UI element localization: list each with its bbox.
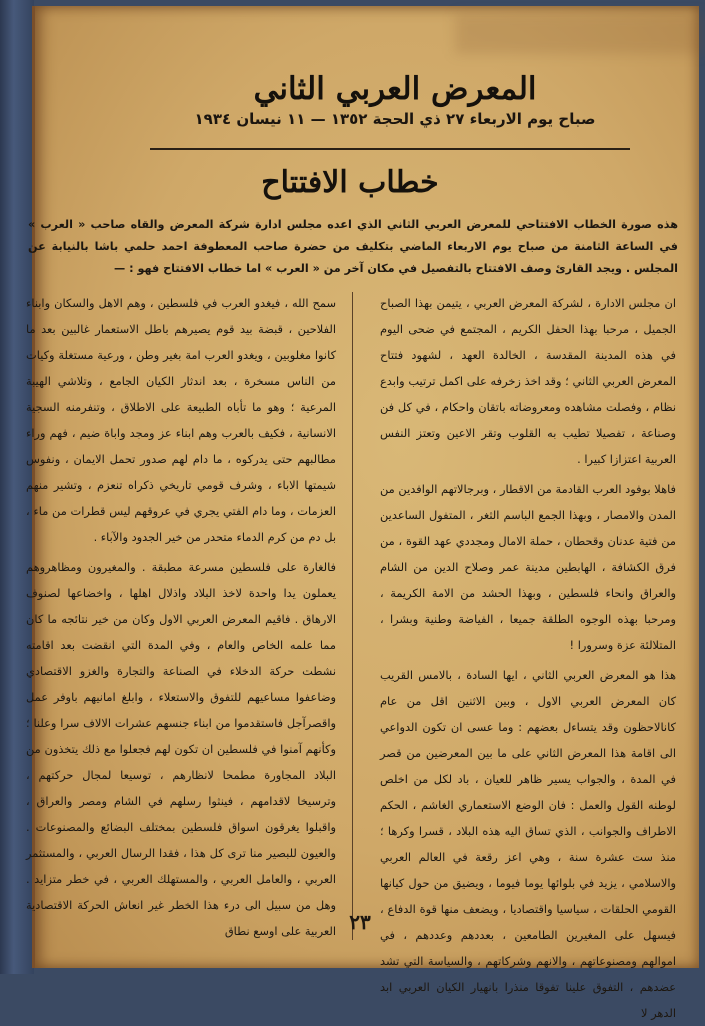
left-paragraph-2: فالغارة على فلسطين مسرعة مطبقة . والمغيرون ومظاهروهم يعملون يدا واحدة لاخذ البلاد واذلال اهلها ، واخضاعها لصنوف الارهاق . فاقيم المعرض العربي الاول وكان من خير نتائجه ما كان مما علمه الخاص والعام ، وفي المدة التي انقضت بعد اقامته نشطت حركة الدخلاء في الصناعة والتجارة والغزو الاقتصادي وضاعفوا مساعيهم للتفوق والاستعلاء ، وابلغ امانيهم باوفر عمل واقصرآجل فاستقدموا من ابناء جنسهم عشرات الالاف سرا وعلنا ؛ وكأنهم آمنوا في فلسطين ان تكون لهم فجعلوا مع ذلك يتخذون من البلاد المجاورة مطمحا لانظارهم ، توسيعا لمجال حركتهم ، وترسيخا لاقدامهم ، فينثوا رسلهم في الشام ومصر والعراق ، واقبلوا يغرقون اسواق فلسطين بمختلف البضائع والمصنوعات . والعيون للبصير منا ترى كل هذا ، فقدا الرسال العربي ، والمستثمر العربي ، والعامل العربي ، والمستهلك العربي ، في خطر متزايد . وهل من سبيل الى درء هذا الخطر غير انعاش الحركة الاقتصادية العربية على اوسع نطاق bbox=[26, 560, 336, 938]
header-rule bbox=[150, 148, 630, 150]
paper-stain bbox=[455, 14, 705, 54]
column-divider bbox=[352, 292, 353, 940]
intro-paragraph: هذه صورة الخطاب الافتتاحي للمعرض العربي الثاني الذي اعده مجلس ادارة شركة المعرض والقاه صاحب « العرب » في الساعة الثامنة من صباح يوم الاربعاء الماضي بتكليف من حضرة صاحب المعطوفة احمد حلمي باشا بالنيابة عن المجلس . ويجد القارئ وصف الافتتاح بالتفصيل في مكان آخر من « العرب » اما خطاب الافتتاح فهو : — bbox=[28, 218, 678, 275]
speech-title: خطاب الافتتاح bbox=[261, 165, 439, 200]
right-paragraph-1: ان مجلس الادارة ، لشركة المعرض العربي ، يتيمن بهذا الصباح الجميل ، مرحبا بهذا الحفل الكريم ، المجتمع في ضحى اليوم في هذه المدينة المقدسة ، الخالدة العهد ، لشهود فتتاح المعرض العربي الثاني ؛ وقد اخذ زخرفه على اكمل ترتيب وابدع نظام ، وفصلت مشاهده ومعروضاته باتقان واحكام ، في كل فن وصناعة ، تفصيلا تطيب به القلوب وتقر الاعين وتعتز النفس العربية اعتزازا كبيرا . bbox=[380, 296, 676, 466]
page-title: المعرض العربي الثاني bbox=[253, 71, 537, 107]
left-column bbox=[26, 290, 336, 938]
left-paragraph-1: سمح الله ، فيغدو العرب في فلسطين ، وهم الاهل والسكان وابناء الفلاحين ، قبضة بيد قوم يصيرهم باطل الاستعمار غالبين بعد ما كانوا مغلوبين ، ويغدو العرب امة بغير وطن ، ورعية مستغلة وكيات من الناس مسخرة ، بعد اندثار الكيان الجامع ، وتلاشي الهيبة المرعية ؛ وهو ما تأباه الطبيعة على الاطلاق ، وتنفرمنه السجية الانسانية ، فكيف بالعرب وهم ابناء عز ومجد واباة ضيم ، فهم وراء مطالبهم حتى يدركوه ، ما دام لهم صدور تحمل الايمان ، ونفوس شيمتها الاباء ، وشرف قومي تاريخي ذكراه تنعزم ، وتشير منهم العزمات ، وما دام الفتي يجري في عروقهم ليس قطرات من ماء ، بل دم من كرم الدماء متحدر من خير الجدود والآباء . bbox=[26, 296, 336, 544]
right-paragraph-3: هذا هو المعرض العربي الثاني ، ايها السادة ، بالامس القريب كان المعرض العربي الاول ، وبين الاثنين اقل من عام كانالاحظون وقد يتساءل بعضهم : وما عسى ان تكون الدواعي الى اقامة هذا المعرض الثاني على ما بين المعرضين من قصر في المدة ، والجواب يسير ظاهر للعيان ، باد لكل من اخلص لوطنه القول والعمل : فان الوضع الاستعماري الغاشم ، الحكم الاطراف والجوانب ، الذي تساق اليه هذه البلاد ، قسرا وكرها ؛ منذ ست عشرة سنة ، وهي اعز رقعة في العالم العربي والاسلامي ، يزيد في بلوائها يوما فيوما ، ويضيق من حول كيانها القومي الحلقات ، سياسيا واقتصاديا ، ويضعف منها قوة الدفاع ، فيسهل على المغيرين الطامعين ، بعددهم وعددهم ، في اموالهم ومصنوعاتهم ، والانهم وشركاتهم ، والسياسة التي تشد عضدهم ، التفوق علينا تفوقا منذرا بانهيار الكيان العربي ابد الدهر لا bbox=[380, 668, 676, 1020]
right-paragraph-2: فاهلا بوفود العرب القادمة من الاقطار ، وبرجالاتهم الوافدين من المدن والامصار ، وبهذا الجمع الباسم الثغر ، المتفول الساعدين من فتية عدنان وقحطان ، حملة الامال ومجددي عهد القوة ، من فرق الكشافة ، الهابطين مدينة عمر وصلاح الدين من الشام والعراق وانحاء فلسطين ، وبهذا الحشد من الامة الكريمة ، ومرحبا بهذه الوجوه الطلقة جميعا ، الفياضة وطنية وبشرا ، المتلالئة عزة وسرورا ! bbox=[380, 482, 676, 652]
right-column bbox=[380, 290, 676, 1020]
dateline: صباح يوم الاربعاء ٢٧ ذي الحجة ١٣٥٢ — ١١ نيسان ١٩٣٤ bbox=[194, 110, 596, 128]
article-header bbox=[130, 70, 660, 140]
page-number: ٢٣ bbox=[349, 910, 371, 934]
